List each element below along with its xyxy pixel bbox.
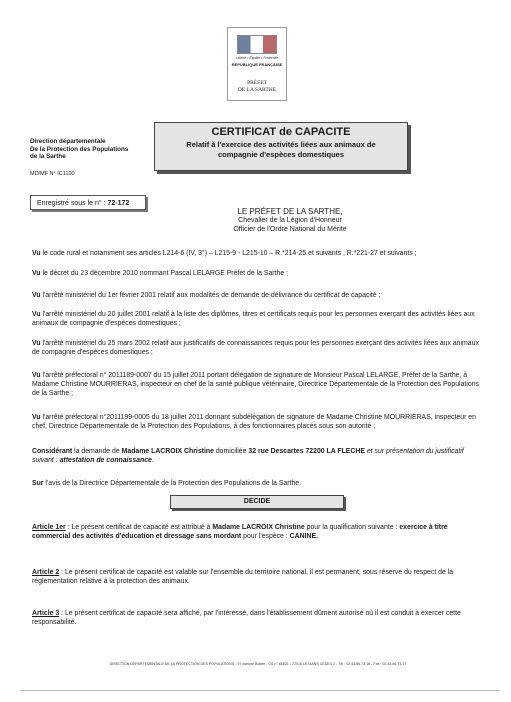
- registration-box: [30, 195, 146, 210]
- marianne-logo: [227, 27, 287, 101]
- applicant-address: 32 rue Descartes 72200 LA FLECHE: [248, 448, 365, 455]
- prefet-line2: Chevalier de la Légion d'Honneur: [238, 217, 342, 224]
- prefet-line1: LE PRÉFET DE LA SARTHE,: [237, 207, 343, 216]
- vu-word: Vu: [32, 414, 41, 421]
- prefet-header: [200, 207, 380, 234]
- article-1-species: CANINE.: [289, 533, 318, 541]
- article-1-text: : Le présent certificat de capacité est attribué à: [65, 524, 213, 531]
- vu-text-1: le code rural et notamment ses articles L214-6 (IV, 3°) – L215-9 - L215-10 – R.*214-25 et suivants , R.*221-27 et suivants ;: [40, 250, 417, 257]
- vu-text-3: l'arrêté ministériel du 1er février 2001 relatif aux modalités de demande de délivrance du certificat de capacité ;: [40, 292, 381, 299]
- article-1-label: Article 1er: [32, 524, 66, 531]
- decide-box: DECIDE: [170, 495, 344, 509]
- vu-word: Vu: [32, 250, 41, 257]
- sender-department: [30, 138, 150, 161]
- logo-motto: Liberté • Égalité • Fraternité: [235, 56, 279, 60]
- vu-word: Vu: [32, 270, 41, 277]
- considerant-end: .: [151, 457, 154, 465]
- article-3-text: : Le présent certificat de capacité sera affiché, par l'intéressé, dans l'établissement dûment autorisé où il est conduit à exercer cette responsabilité.: [32, 610, 461, 627]
- sur-paragraph: [32, 479, 482, 488]
- article-1-text: pour la qualification suivante :: [304, 524, 400, 531]
- registration-label: Enregistré sous le n° :: [37, 200, 108, 207]
- vu-paragraph-6: [32, 371, 482, 399]
- registration-number: 72-172: [107, 200, 130, 207]
- considerant-word: Considérant: [32, 448, 73, 455]
- applicant-name: Madame LACROIX Christine: [121, 448, 214, 455]
- considerant-text: et sur présentation du justificatif suivant :: [32, 448, 464, 465]
- sur-word: Sur: [32, 480, 44, 487]
- vu-paragraph-7: [32, 413, 482, 431]
- article-2-label: Article 2: [32, 569, 60, 576]
- vu-text-2: le décret du 23 décembre 2010 nommant Pascal LELARGE Préfet de la Sarthe ;: [40, 270, 288, 277]
- article-1: [32, 523, 482, 541]
- certificate-subtitle-line2: compagnie d'espèces domestiques: [218, 150, 344, 159]
- sender-reference: MD/MF N° IC1100: [30, 171, 75, 177]
- article-2: [32, 568, 482, 586]
- marianne-emblem-icon: [237, 35, 277, 54]
- certificate-title-box: [154, 122, 408, 171]
- footer-divider: [20, 690, 500, 691]
- considerant-text: la demande de: [72, 448, 122, 455]
- vu-paragraph-2: [32, 269, 482, 278]
- article-3-label: Article 3: [32, 610, 60, 617]
- article-1-text: pour l'espèce :: [241, 533, 290, 541]
- vu-paragraph-3: [32, 291, 482, 300]
- vu-text-4: l'arrêté ministériel du 20 juillet 2001 relatif à la liste des diplômes, titres et certificats requis pour les personnes exerçant des activités liées aux animaux de compagnie d'espèces domestiques ;: [32, 311, 475, 328]
- article-1-name: Madame LACROIX Christine: [212, 524, 305, 531]
- vu-paragraph-5: [32, 339, 482, 357]
- vu-word: Vu: [32, 372, 41, 379]
- logo-prefecture-line1: PRÉFET: [247, 80, 267, 86]
- certificate-subtitle: [155, 140, 407, 160]
- prefet-line3: Officier de l'Ordre National du Mérite: [233, 226, 347, 233]
- vu-word: Vu: [32, 311, 41, 318]
- considerant-paragraph: [32, 447, 482, 465]
- logo-prefecture-line2: DE LA SARTHE: [237, 87, 277, 93]
- sender-line1: Direction départementale: [30, 138, 106, 145]
- considerant-text: domiciliée: [213, 448, 249, 455]
- article-3: [32, 609, 482, 627]
- sender-line2: De la Protection des Populations: [30, 145, 129, 153]
- justificatif: attestation de connaissance: [59, 457, 152, 465]
- vu-paragraph-1: [32, 249, 482, 258]
- vu-text-7: l'arrêté préfectoral n°2011199-0005 du 18 juillet 2011 donnant subdélégation de signature de Madame Christine MOURRIERAS, inspecteur en chef, Directrice Départementale de la Protection des Populations, à des fonctionnaires placés sous son autorité ;: [32, 414, 476, 431]
- vu-paragraph-4: [32, 310, 482, 328]
- sender-line3: de la Sarthe: [30, 153, 66, 160]
- vu-word: Vu: [32, 340, 41, 347]
- certificate-subtitle-line1: Relatif à l'exercice des activités liées aux animaux de: [186, 140, 376, 149]
- logo-prefecture: [230, 80, 284, 94]
- article-1-qualification: exercice à titre commercial des activités d'éducation et dressage sans mordant: [32, 524, 448, 541]
- vu-text-6: l'arrêté préfectoral n° 2011189-0007 du 15 juillet 2011 portant délégation de signature de Monsieur Pascal LELARGE, Préfet de la Sarthe, à Madame Christine MOURRIERAS, inspecteur en chef de la santé publique vétérinaire, Directrice Départementale de la Protection des Populations de la Sarthe ;: [32, 372, 479, 398]
- logo-republic: RÉPUBLIQUE FRANÇAISE: [231, 62, 283, 67]
- vu-text-5: l'arrêté ministériel du 25 mars 2002 relatif aux justificatifs de connaissances requis pour les personnes exerçant des activités liées aux animaux de compagnie d'espèces domestiques ;: [32, 340, 479, 357]
- page-footer: DIRECTION DEPARTEMENTALE DE LA PROTECTION DES POPULATIONS - 97 avenue Bollée - CS n° 81631 - 72016 LE MANS CEDEX 2 - Tél : 02.43.86.73.16 - Fax : 02.43.86.73.17: [109, 662, 407, 666]
- certificate-title: CERTIFICAT de CAPACITE: [211, 126, 351, 138]
- vu-word: Vu: [32, 292, 41, 299]
- sur-text: l'avis de la Directrice Départementale de la Protection des Populations de la Sarthe.: [43, 480, 302, 487]
- article-2-text: : Le présent certificat de capacité est valable sur l'ensemble du territoire national, il est permanent, sous réserve du respect de la réglementation relative à la protection des animaux.: [32, 569, 454, 586]
